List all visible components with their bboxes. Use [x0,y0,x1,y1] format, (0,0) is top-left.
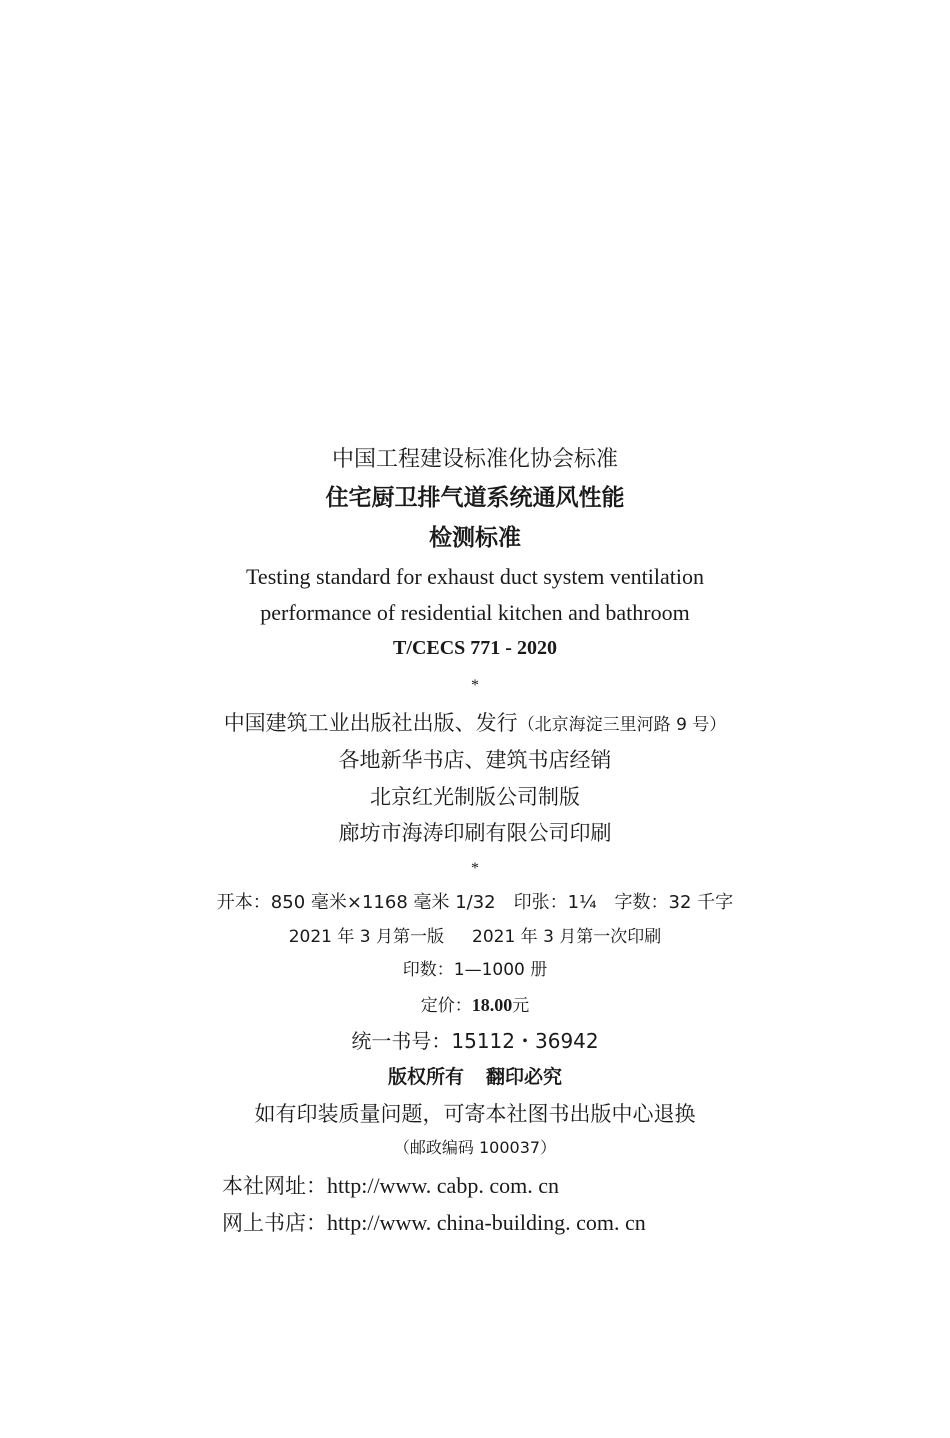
edition-line [0,929,950,946]
publisher-line [0,713,950,734]
word-count: 字数：32 千字 [614,892,734,913]
piracy-notice: 翻印必究 [486,1066,563,1088]
online-store-line [222,1212,646,1234]
format-size: 开本：850 毫米×1168 毫米 1/32 [216,892,496,913]
online-store-url[interactable]: http://www. china-building. com. cn [327,1210,646,1235]
separator-star: * [471,860,479,877]
price-label: 定价： [420,996,472,1016]
return-notice: 如有印装质量问题，可寄本社图书出版中心退换 [254,1102,696,1126]
title-english-line2: performance of residential kitchen and bathroom [260,600,690,625]
publisher-address: （北京海淀三里河路 9 号） [517,715,727,735]
book-number: 统一书号：15112・36942 [351,1029,599,1053]
first-edition: 2021 年 3 月第一版 [288,927,444,947]
print-run: 印数：1—1000 册 [402,960,548,980]
price-unit: 元 [512,996,530,1016]
title-english-line1: Testing standard for exhaust duct system ventilation [246,564,704,589]
publisher-name: 中国建筑工业出版社出版、发行 [223,711,518,735]
format-specs-line [0,894,950,912]
title-chinese-line1: 住宅厨卫排气道系统通风性能 [325,485,625,511]
separator-star: * [471,677,479,694]
plate-making-line: 北京红光制版公司制版 [370,785,580,809]
website-url[interactable]: http://www. cabp. com. cn [327,1173,559,1198]
standard-code: T/CECS 771 - 2020 [393,637,557,659]
online-store-label: 网上书店： [222,1211,327,1235]
first-printing: 2021 年 3 月第一次印刷 [472,927,662,947]
organization-line: 中国工程建设标准化协会标准 [331,447,618,472]
sheet-count: 印张：1¼ [513,892,597,913]
price-value: 18.00 [471,995,513,1015]
copyright-reserved: 版权所有 [387,1066,464,1088]
publisher-website-line [222,1175,559,1197]
price-line [0,996,950,1015]
distribution-line: 各地新华书店、建筑书店经销 [338,748,612,772]
copyright-line [0,1068,950,1087]
website-label: 本社网址： [222,1174,327,1198]
postal-code: （邮政编码 100037） [393,1138,557,1157]
title-chinese-line2: 检测标准 [429,525,521,551]
printing-line: 廊坊市海涛印刷有限公司印刷 [338,821,612,845]
